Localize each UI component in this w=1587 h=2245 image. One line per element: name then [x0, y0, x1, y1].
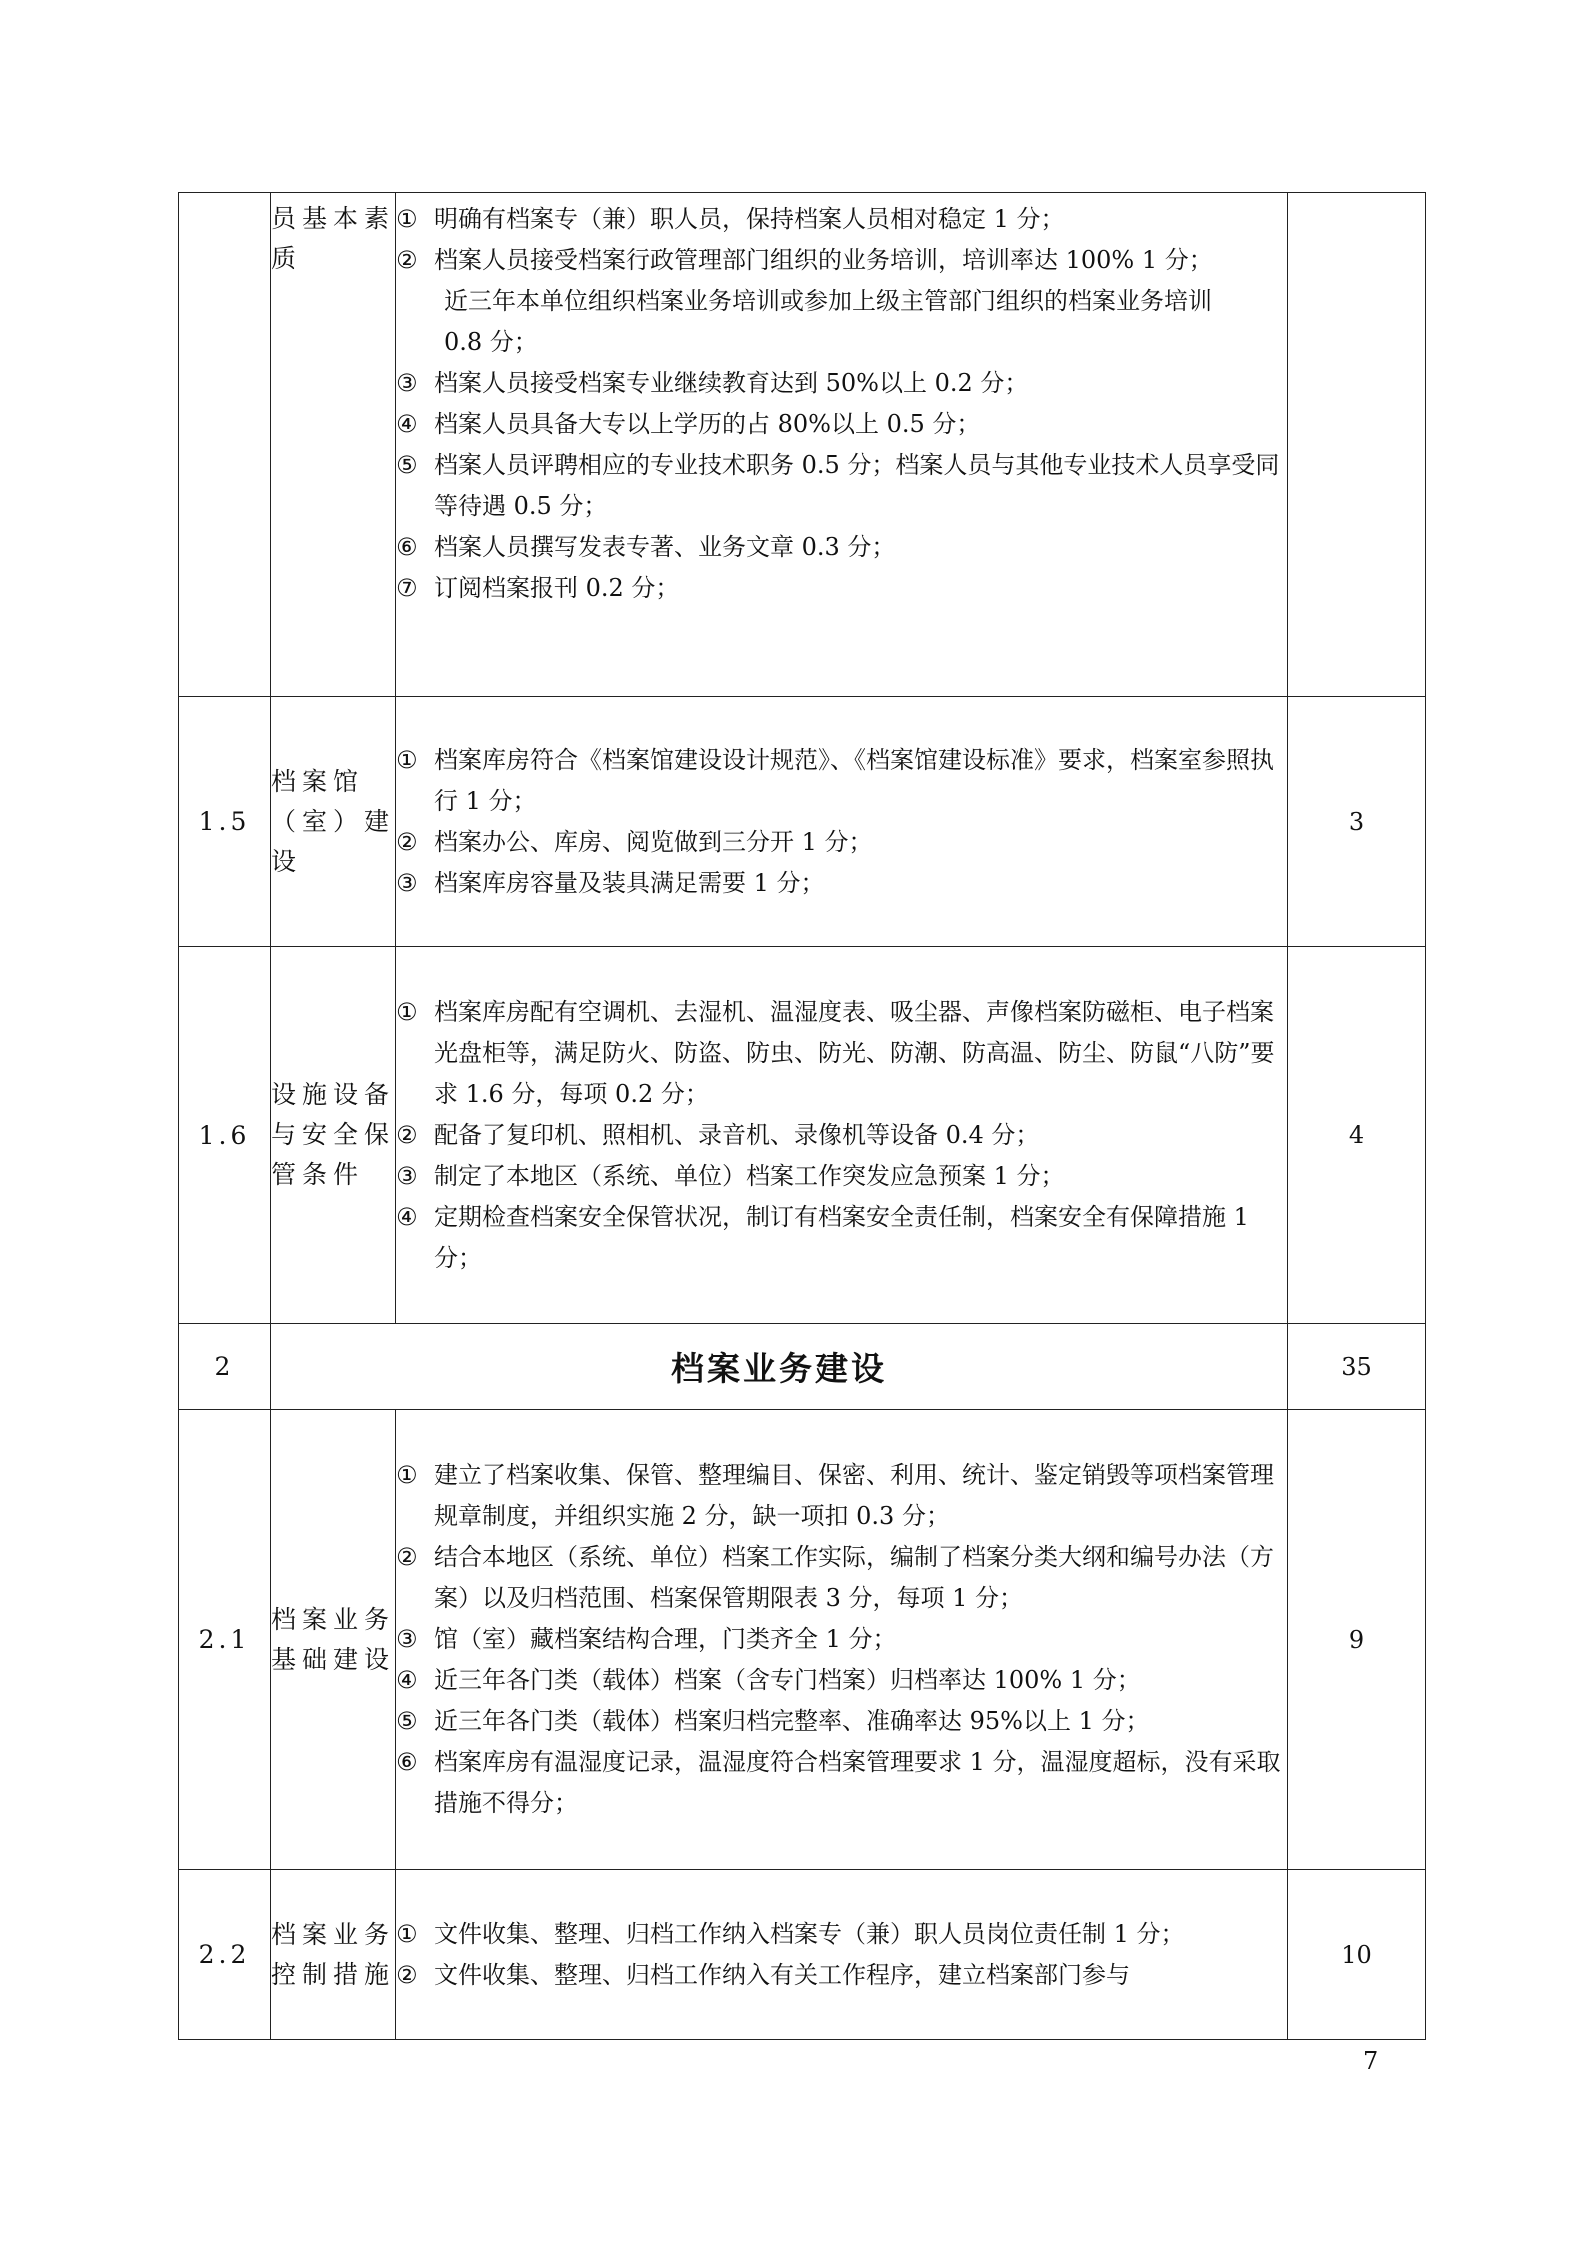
criterion-text: 档案库房容量及装具满足需要 1 分；	[434, 868, 825, 897]
criterion	[396, 404, 1287, 445]
item-number: 1.5	[179, 697, 271, 947]
criterion	[396, 1197, 1287, 1279]
section-score: 35	[1288, 1324, 1426, 1410]
criterion-text: 档案人员评聘相应的专业技术职务 0.5 分；档案人员与其他专业技术人员享受同等待遇 0.5 分；	[434, 451, 1280, 520]
criterion	[396, 1660, 1287, 1701]
item-category: 设施设备与安全保管条件	[271, 947, 396, 1324]
criterion-marker: ③	[396, 1161, 418, 1190]
criterion-text: 明确有档案专（兼）职人员，保持档案人员相对稳定 1 分；	[434, 205, 1065, 233]
criterion-text: 档案人员接受档案行政管理部门组织的业务培训，培训率达 100% 1 分；	[434, 246, 1213, 274]
item-number: 1.6	[179, 947, 271, 1324]
assessment-table	[178, 192, 1426, 2040]
item-criteria	[396, 947, 1288, 1324]
section-title: 档案业务建设	[271, 1324, 1288, 1410]
criterion-text: 结合本地区（系统、单位）档案工作实际，编制了档案分类大纲和编号办法（方案）以及归档范围、档案保管期限表 3 分，每项 1 分；	[434, 1543, 1274, 1612]
criterion-marker: ②	[396, 827, 418, 856]
criterion	[396, 822, 1287, 863]
item-category: 档案业务基础建设	[271, 1410, 396, 1870]
criterion	[396, 568, 1287, 609]
criterion	[396, 1742, 1287, 1824]
criterion-text: 档案人员具备大专以上学历的占 80%以上 0.5 分；	[434, 410, 981, 438]
criterion-text: 档案办公、库房、阅览做到三分开 1 分；	[434, 827, 873, 856]
criterion-text: 近三年各门类（载体）档案归档完整率、准确率达 95%以上 1 分；	[434, 1707, 1150, 1735]
criterion-marker: ②	[396, 246, 418, 274]
criterion	[396, 445, 1287, 527]
criterion	[396, 1701, 1287, 1742]
criterion	[396, 1914, 1287, 1955]
criterion-marker: ③	[396, 369, 418, 397]
criterion-marker: ⑦	[396, 574, 418, 602]
criterion-text: 文件收集、整理、归档工作纳入有关工作程序，建立档案部门参与	[434, 1960, 1130, 1989]
criterion	[396, 527, 1287, 568]
section-number: 2	[179, 1324, 271, 1410]
criterion	[396, 1455, 1287, 1537]
criterion-marker: ②	[396, 1960, 418, 1989]
criterion	[396, 281, 1287, 363]
criterion	[396, 1115, 1287, 1156]
table-row	[179, 947, 1426, 1324]
criterion-marker: ⑥	[396, 533, 418, 561]
item-criteria	[396, 193, 1288, 697]
table-row	[179, 1870, 1426, 2040]
item-number: 2.2	[179, 1870, 271, 2040]
criterion	[396, 863, 1287, 904]
criterion-marker: ⑤	[396, 451, 418, 479]
item-score	[1288, 193, 1426, 697]
criterion	[396, 240, 1287, 281]
item-criteria	[396, 1870, 1288, 2040]
table-row	[179, 1410, 1426, 1870]
criterion-text: 近三年各门类（载体）档案（含专门档案）归档率达 100% 1 分；	[434, 1666, 1141, 1694]
item-number: 2.1	[179, 1410, 271, 1870]
criterion-text: 档案库房有温湿度记录，温湿度符合档案管理要求 1 分，温湿度超标，没有采取措施不得分；	[434, 1748, 1281, 1817]
criterion-marker: ③	[396, 1625, 418, 1653]
criterion-text: 定期检查档案安全保管状况，制订有档案安全责任制，档案安全有保障措施 1 分；	[434, 1202, 1249, 1272]
criterion-text: 档案库房符合《档案馆建设设计规范》、《档案馆建设标准》要求，档案室参照执行 1 分；	[434, 745, 1274, 815]
criterion-marker: ①	[396, 205, 418, 233]
item-score: 10	[1288, 1870, 1426, 2040]
criterion-text: 档案库房配有空调机、去湿机、温湿度表、吸尘器、声像档案防磁柜、电子档案光盘柜等，满足防火、防盗、防虫、防光、防潮、防高温、防尘、防鼠“八防”要求 1.6 分，每项 0.2 分；	[434, 997, 1275, 1108]
criterion	[396, 199, 1287, 240]
criterion-text: 配备了复印机、照相机、录音机、录像机等设备 0.4 分；	[434, 1120, 1040, 1149]
criterion	[396, 1619, 1287, 1660]
criterion-marker: ②	[396, 1543, 418, 1571]
criterion-text: 档案人员接受档案专业继续教育达到 50%以上 0.2 分；	[434, 369, 1029, 397]
item-category: 档案业务控制措施	[271, 1870, 396, 2040]
criterion-marker: ②	[396, 1120, 418, 1149]
item-score: 4	[1288, 947, 1426, 1324]
criterion	[396, 1156, 1287, 1197]
item-number	[179, 193, 271, 697]
criterion-marker: ④	[396, 1666, 418, 1694]
item-category: 档案馆（室）建设	[271, 697, 396, 947]
criterion-marker: ③	[396, 868, 418, 897]
table-row	[179, 193, 1426, 697]
criterion-marker: ④	[396, 1202, 418, 1231]
table-row	[179, 697, 1426, 947]
item-category: 员基本素质	[271, 193, 396, 697]
criterion	[396, 363, 1287, 404]
criterion	[396, 992, 1287, 1115]
criterion-text: 近三年本单位组织档案业务培训或参加上级主管部门组织的档案业务培训 0.8 分；	[444, 287, 1212, 356]
section-row	[179, 1324, 1426, 1410]
criterion-text: 档案人员撰写发表专著、业务文章 0.3 分；	[434, 533, 896, 561]
criterion-marker: ⑥	[396, 1748, 418, 1776]
criterion	[396, 1537, 1287, 1619]
criterion	[396, 1955, 1287, 1996]
item-score: 9	[1288, 1410, 1426, 1870]
criterion-marker: ①	[396, 997, 418, 1026]
criterion-text: 订阅档案报刊 0.2 分；	[434, 574, 680, 602]
criterion-text: 建立了档案收集、保管、整理编目、保密、利用、统计、鉴定销毁等项档案管理规章制度，并组织实施 2 分，缺一项扣 0.3 分；	[434, 1461, 1274, 1530]
criterion-marker: ①	[396, 1461, 418, 1489]
criterion-marker: ①	[396, 745, 418, 774]
criterion-marker: ①	[396, 1919, 418, 1948]
item-score: 3	[1288, 697, 1426, 947]
page-number: 7	[1363, 2047, 1379, 2075]
criterion-text: 馆（室）藏档案结构合理，门类齐全 1 分；	[434, 1625, 897, 1653]
criterion-marker: ④	[396, 410, 418, 438]
item-criteria	[396, 697, 1288, 947]
criterion	[396, 740, 1287, 822]
criterion-text: 制定了本地区（系统、单位）档案工作突发应急预案 1 分；	[434, 1161, 1065, 1190]
criterion-text: 文件收集、整理、归档工作纳入档案专（兼）职人员岗位责任制 1 分；	[434, 1919, 1185, 1948]
criterion-marker: ⑤	[396, 1707, 418, 1735]
item-criteria	[396, 1410, 1288, 1870]
